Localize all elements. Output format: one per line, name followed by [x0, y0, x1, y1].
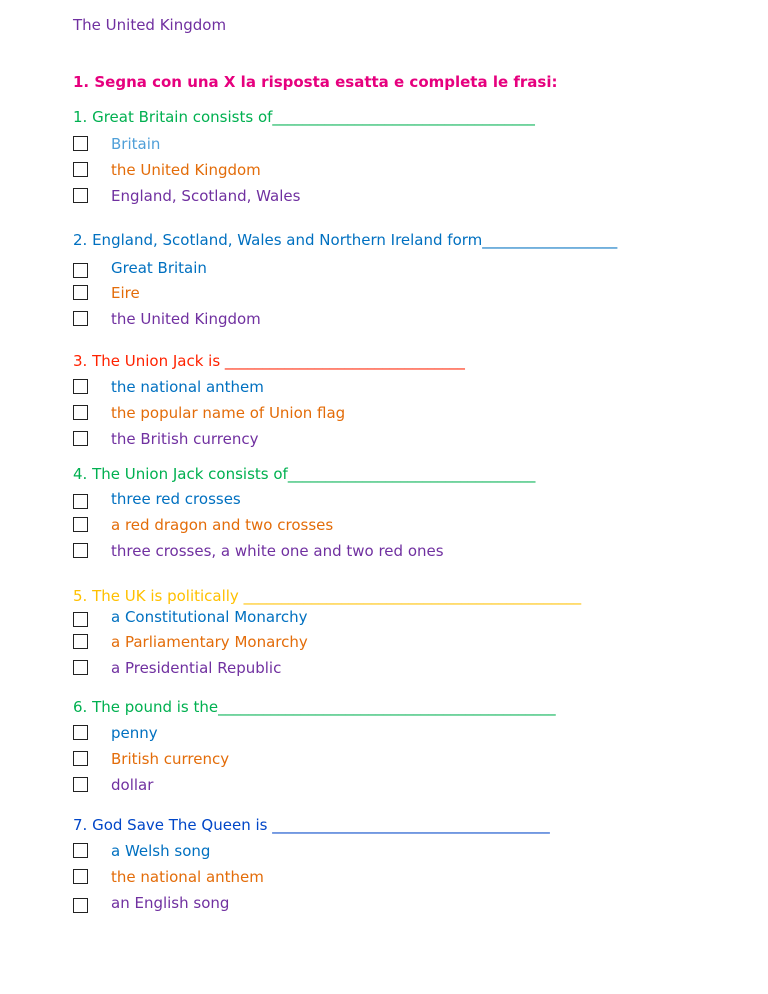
option-label: a Presidential Republic: [111, 659, 282, 677]
instruction-heading: 1. Segna con una X la risposta esatta e completa le frasi:: [73, 73, 558, 91]
option-label: England, Scotland, Wales: [111, 187, 301, 205]
checkbox[interactable]: [73, 612, 88, 627]
page-header: The United Kingdom: [73, 16, 227, 34]
option-label: penny: [111, 724, 158, 742]
checkbox[interactable]: [73, 751, 88, 766]
question-1-text: 1. Great Britain consists of___________________________________: [73, 108, 535, 126]
checkbox[interactable]: [73, 634, 88, 649]
checkbox[interactable]: [73, 494, 88, 509]
option-label: dollar: [111, 776, 154, 794]
option-label: an English song: [111, 894, 230, 912]
option-label: Eire: [111, 284, 140, 302]
option-label: three red crosses: [111, 490, 241, 508]
option-label: the national anthem: [111, 868, 264, 886]
option-label: Britain: [111, 135, 161, 153]
checkbox[interactable]: [73, 843, 88, 858]
question-5-text: 5. The UK is politically _____________________________________________: [73, 587, 582, 605]
checkbox[interactable]: [73, 660, 88, 675]
checkbox[interactable]: [73, 136, 88, 151]
checkbox[interactable]: [73, 311, 88, 326]
option-label: a Welsh song: [111, 842, 211, 860]
question-6-text: 6. The pound is the_____________________________________________: [73, 698, 556, 716]
checkbox[interactable]: [73, 162, 88, 177]
question-7-text: 7. God Save The Queen is _____________________________________: [73, 816, 550, 834]
question-3-text: 3. The Union Jack is ________________________________: [73, 352, 465, 370]
checkbox[interactable]: [73, 263, 88, 278]
checkbox[interactable]: [73, 777, 88, 792]
option-label: a red dragon and two crosses: [111, 516, 334, 534]
checkbox[interactable]: [73, 869, 88, 884]
option-label: the British currency: [111, 430, 259, 448]
option-label: the national anthem: [111, 378, 264, 396]
option-label: British currency: [111, 750, 230, 768]
checkbox[interactable]: [73, 405, 88, 420]
checkbox[interactable]: [73, 517, 88, 532]
checkbox[interactable]: [73, 898, 88, 913]
option-label: the popular name of Union flag: [111, 404, 346, 422]
checkbox[interactable]: [73, 431, 88, 446]
checkbox[interactable]: [73, 543, 88, 558]
checkbox[interactable]: [73, 725, 88, 740]
question-2-text: 2. England, Scotland, Wales and Northern Ireland form__________________: [73, 231, 618, 249]
checkbox[interactable]: [73, 379, 88, 394]
option-label: the United Kingdom: [111, 161, 261, 179]
option-label: the United Kingdom: [111, 310, 261, 328]
checkbox[interactable]: [73, 188, 88, 203]
question-4-text: 4. The Union Jack consists of_________________________________: [73, 465, 536, 483]
option-label: three crosses, a white one and two red ones: [111, 542, 444, 560]
option-label: Great Britain: [111, 259, 207, 277]
checkbox[interactable]: [73, 285, 88, 300]
option-label: a Parliamentary Monarchy: [111, 633, 308, 651]
option-label: a Constitutional Monarchy: [111, 608, 308, 626]
